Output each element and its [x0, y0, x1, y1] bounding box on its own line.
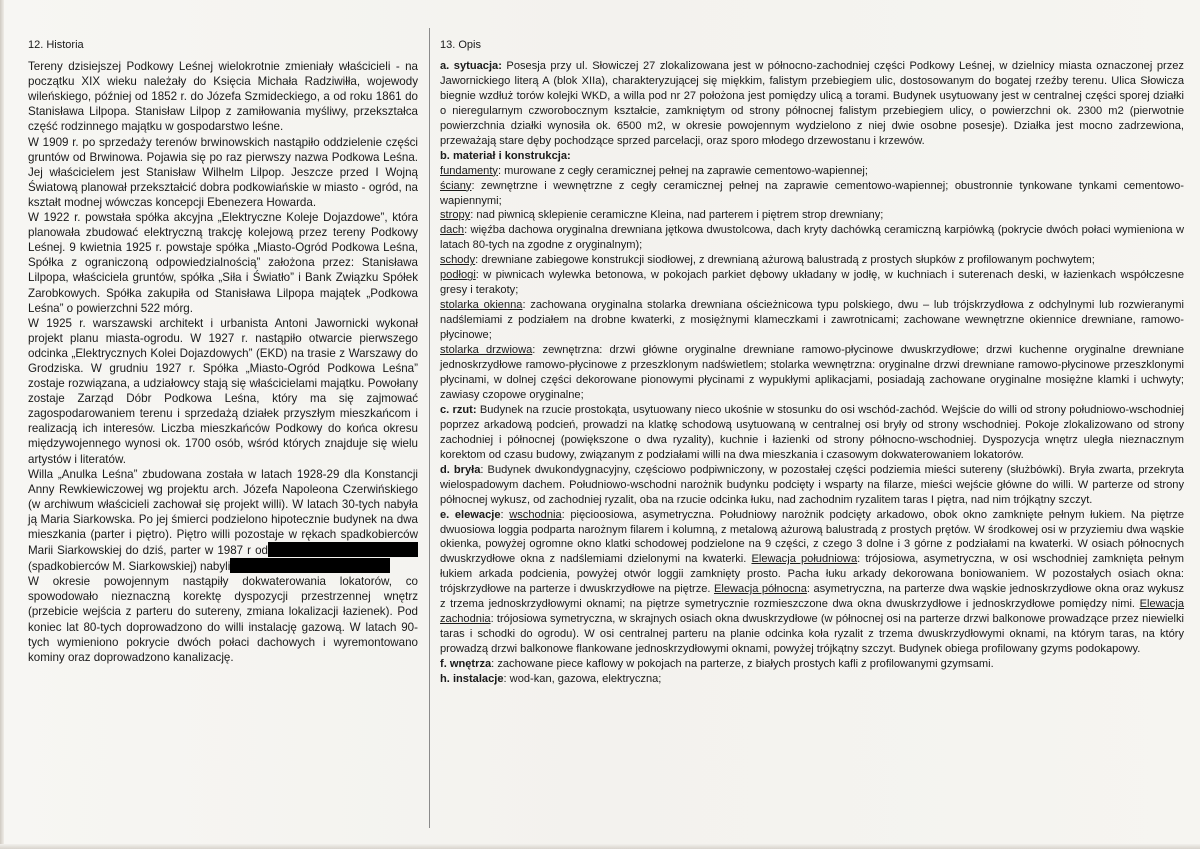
item-stolarka-drzwiowa — [440, 343, 1184, 403]
elevation-north-text: : asymetryczna, na parterze dwa wąskie jednoskrzydłowe okna oraz wykusz z trzema jednoskrzydłowymi oknami; na piętrze symetrycznie rozmieszczone dwa okna dwuskrzydłowe i jednoskrzydłowe pomiędzy nimi. — [440, 583, 1184, 611]
stolarka-okienna-text: : zachowana oryginalna stolarka drewniana ościeżnicowa typu polskiego, dwu – lub trójskrzydłowa z odchylnymi lub rozwieranymi nadślemiami z podziałem na drobne kwaterki, z mosiężnymi klameczkami i zawrotnicami; zachowane wewnętrzne okiennice drewniane, ramowo-płycinowe; — [440, 299, 1184, 342]
item-podlogi — [440, 268, 1184, 298]
section-h-label: h. instalacje — [440, 673, 504, 686]
stolarka-drzwiowa-text: : zewnętrzna: drzwi główne oryginalne drewniane ramowo-płycinowe dwuskrzydłowe; drzwi kuchenne oryginalne drewniane jednoskrzydłowe ramowo-płycinowe z przeszklonym nadświetlem; stolarka wewnętrzna: oryginalne drzwi drewniane ramowo-płycinowe przeszklonymi płycinami, w dolnej części dekorowane pionowymi płycinami z wypukłymi aplikacjami, posiadają zachowane oryginalne mosiężne klamki i uchwyty; zawiasy czopowe oryginalne; — [440, 344, 1185, 401]
history-column — [28, 38, 418, 665]
dach-text: : więźba dachowa oryginalna drewniana jętkowa dwustolcowa, dach kryty dachówką ceramiczną karpiówką (pokrycie dwóch połaci wymieniona w latach 80-tych na zgodne z oryginalnym); — [440, 224, 1184, 252]
description-heading: 13. Opis — [440, 39, 481, 51]
section-f-text: : zachowane piece kaflowy w pokojach na parterze, z białych prostych kafli z profilowanymi gzymsami. — [491, 658, 994, 671]
section-c-plan — [440, 403, 1184, 463]
section-a-label: a. sytuacja: — [440, 59, 502, 72]
history-paragraph-2: W 1909 r. po sprzedaży terenów brwinowskich nastąpiło oddzielenie części gruntów od Brwinowa. Pojawia się po raz pierwszy nazwa Podkowa Leśna. Jej właścicielem jest Stanisław Wilhelm Lilpop. Jeszcze przed I Wojną Światową planował przekształcić dobra podkowiańskie w miasto - ogród, na kształt modnej wówczas koncepcji Ebenezera Howarda. — [28, 135, 418, 209]
fundamenty-text: : murowane z cegły ceramicznej pełnej na zaprawie cementowo-wapiennej; — [497, 164, 868, 177]
elevation-south-text: : trójosiowa, asymetryczna, w osi wschodniej zamknięta pełnym łukiem arkada podcienia, powyżej otwór loggii zamknięty prosto. Pacha łuku arkady dekorowana boniowaniem. W pozostałych osiach okna: trójskrzydłowe na parterze i dwuskrzydłowe na piętrze. — [440, 553, 1184, 596]
elevation-east-text: : pięcioosiowa, asymetryczna. Południowy narożnik podcięty arkadowo, obok okno zamknięte pełnym łukiem. Na piętrze dwuosiowa loggia podparta narożnym filarem i kolumną, z metalową ażurową balustradą z prostych prętów. W środkowej osi w przyziemiu dwa wąskie okienka, powyżej ogromne okno klatki schodowej podzielone na 9 części, z czego 3 dolne i 3 górne z podziałami na kwaterki. W osiach północnych dwuskrzydłowe okna z nadślemiami dzielonymi na kwaterki. — [440, 508, 1184, 566]
column-divider — [429, 28, 430, 828]
item-stolarka-okienna — [440, 298, 1184, 343]
scan-edge-left — [0, 0, 4, 849]
section-c-text: Budynek na rzucie prostokąta, usytuowany nieco ukośnie w stosunku do osi wschód-zachód. Wejście do willi od strony południowo-wschodniej poprzez arkadową podcień, prowadzi na klatkę schodową usytuowaną w centralnej osi bryły od strony wschodniej. Pokoje zlokalizowano od strony zachodniej i północnej (powiększone o dwa ryzality), kuchnie i łazienki od strony północno-wschodniej. Dyspozycja wnętrz uległa nieznacznym korektom od czasu budowy, związanym z podziałami willi na dwa mieszkania i czasowym dokwaterowaniem lokatorów. — [440, 403, 1184, 461]
section-d-label: d. bryła — [440, 463, 481, 476]
stolarka-okienna-label: stolarka okienna — [440, 299, 523, 312]
section-c-label: c. rzut: — [440, 403, 477, 416]
stolarka-drzwiowa-label: stolarka drzwiowa — [440, 344, 533, 357]
section-d-text: : Budynek dwukondygnacyjny, częściowo podpiwniczony, w pozostałej części podziemia mieści sutereny (służbówki). Bryła zwarta, przekryta wielospadowym dachem. Południowo-wschodni narożnik budynku podcięty i wsparty na filarze, mieści wejście główne do willi. W parterze od strony północnej wykusz, od zachodniej ryzalit, oba na rzucie odcinka łuku, nad zachodnim ryzalitem taras I piętra, nad nim trójkątny szczyt. — [440, 463, 1184, 506]
item-schody — [440, 253, 1184, 268]
redaction-block — [230, 558, 390, 573]
history-paragraph-6: W okresie powojennym nastąpiły dokwaterowania lokatorów, co spowodowało nieznaczną korektę dyspozycji przestrzennej wnętrz (przebicie wejścia z parteru do sutereny, zmiana lokalizacji łazienek). Pod koniec lat 80-tych doprowadzono do willi instalację gazową. W latach 90-tych wymieniono pokrycie dwóch połaci dachowych i wyremontowano kominy oraz doprowadzono kanalizację. — [28, 575, 418, 664]
elevation-east-label: wschodnia — [509, 508, 562, 521]
schody-label: schody — [440, 254, 476, 267]
section-e-label: e. elewacje — [440, 508, 501, 521]
item-dach — [440, 223, 1184, 253]
redaction-block — [268, 542, 418, 557]
section-f-interiors — [440, 657, 1184, 672]
elevation-west-label: Elewacja zachodnia — [440, 598, 1184, 626]
history-paragraph-1: Tereny dzisiejszej Podkowy Leśnej wielokrotnie zmieniały właścicieli - na początku XIX wieku należały do Księcia Michała Radziwiłła, wojewody wileńskiego, później od 1852 r. do Józefa Szmideckiego, a od roku 1861 do Stanisława Lilpopa. Stanisław Lilpop z zamiłowania myśliwy, przekształca część rodzinnego majątku w gospodarstwo leśne. — [28, 60, 418, 134]
section-b-heading — [440, 149, 1184, 164]
podlogi-text: : w piwnicach wylewka betonowa, w pokojach parkiet dębowy układany w jodłę, w kuchniach i suterenach deski, w łazienkach współczesne gresy i terakoty; — [440, 269, 1184, 297]
stropy-label: stropy — [440, 209, 471, 222]
scan-edge-bottom — [0, 844, 1200, 849]
elevation-north-label: Elewacja północna — [713, 583, 807, 596]
history-paragraph-3: W 1922 r. powstała spółka akcyjna „Elektryczne Koleje Dojazdowe”, która planowała zbudować elektryczną trakcję kolejową przez tereny Podkowy Leśnej. 9 kwietnia 1925 r. powstaje spółka „Miasto-Ogród Podkowa Leśna, Spółka z ograniczoną odpowiedzialnością” założona przez: Stanisława Lilpopa, właściciela gruntów, spółka „Siła i Światło” i Bank Związku Spółek Zarobkowych. Spółka zakupiła od Stanisława Lilpopa majątek „Podkowa Leśna” o powierzchni 522 mórg. — [28, 211, 418, 315]
history-paragraph-5 — [28, 467, 418, 575]
history-paragraph-4: W 1925 r. warszawski architekt i urbanista Antoni Jawornicki wykonał projekt planu miasta-ogrodu. W 1927 r. nastąpiło otwarcie pierwszego odcinka „Elektrycznych Kolei Dojazdowych” (EKD) na trasie z Warszawy do Grodziska. W grudniu 1927 r. Spółka „Miasto-Ogród Podkowa Leśna” zostaje rozwiązana, a udziałowcy stają się właścicielami majątku. Powołany zostaje Zarząd Dóbr Podkowa Leśna, który ma się zajmować zagospodarowaniem terenu i sprzedażą działek przyszłym mieszkańcom i realizacją ich interesów. Liczba mieszkańców Podkowy do końca okresu międzywojennego wynosi ok. 1700 osób, wśród których znajduje się wielu artystów i literatów. — [28, 316, 418, 466]
history-heading: 12. Historia — [28, 39, 84, 51]
podlogi-label: podłogi — [440, 269, 476, 282]
sciany-label: ściany — [440, 179, 472, 192]
item-stropy — [440, 208, 1184, 223]
history-paragraph-5-after: (spadkobierców M. Siarkowskiej) nabyli — [28, 560, 231, 574]
item-sciany — [440, 179, 1184, 209]
section-a-text: Posesja przy ul. Słowiczej 27 zlokalizowana jest w północno-zachodniej części Podkowy Leśnej, w dzielnicy miasta oznaczonej przez Jawornickiego literą A (blok XIIa), charakteryzującej się miękkim, falistym przebiegiem ulic, dostosowanym do bogatej rzeźby terenu. Ulica Słowicza biegnie wzdłuż torów kolejki WKD, a willa pod nr 27 położona jest pomiędzy ulicą a torami. Budynek usytuowany jest w centralnej części sporej działki o nieregularnym czworobocznym kształcie, zamkniętym od strony północnej falistym przebiegiem ulicy, o powierzchni ok. 2300 m2 (pierwotnie powierzchnia działki wynosiła ok. 6500 m2, w okresie powojennym wydzielono z niej dwie osobne posesje). Działka jest mocno zadrzewiona, przeważają stare dęby pochodzące sprzed parcelacji, oraz sporo młodego drzewostanu i krzewów. — [440, 59, 1184, 147]
description-column — [440, 38, 1184, 687]
section-h-installations — [440, 672, 1184, 687]
section-b-label: b. materiał i konstrukcja: — [440, 149, 571, 162]
stropy-text: : nad piwnicą sklepienie ceramiczne Kleina, nad parterem i piętrem strop drewniany; — [470, 209, 884, 222]
schody-text: : drewniane zabiegowe konstrukcji siodłowej, z drewnianą ażurową balustradą z prostych słupków z profilowanym pochwytem; — [475, 254, 1095, 267]
item-fundamenty — [440, 164, 1184, 179]
section-h-text: : wod-kan, gazowa, elektryczna; — [503, 673, 662, 686]
section-d-mass — [440, 463, 1184, 508]
dach-label: dach — [440, 224, 465, 237]
section-a-situation — [440, 59, 1184, 149]
elevation-west-text: : trójosiowa symetryczna, w skrajnych osiach okna dwuskrzydłowe (w północnej osi na parterze drzwi balkonowe prowadzące przez niewielki taras i schodki do ogrodu). W osi centralnej parteru na planie odcinka koła ryzalit z trzema dwuskrzydłowymi oknami, na którym taras, na który prowadzą drzwi balkonowe flankowane jednoskrzydłowymi oknami, powyżej trójkątny szczyt. Budynek obiega profilowany gzyms podokapowy. — [440, 613, 1184, 656]
elevation-south-label: Elewacja południowa — [751, 553, 858, 566]
fundamenty-label: fundamenty — [440, 164, 498, 177]
section-f-label: f. wnętrza — [440, 658, 492, 671]
section-e-colon: : — [500, 508, 510, 521]
history-paragraph-5-main: Willa „Anulka Leśna” zbudowana została w latach 1928-29 dla Konstancji Anny Rewkiewiczowej wg projektu arch. Józefa Napoleona Czerwińskiego (w archiwum właścicieli zachował się projekt willi). W latach 30-tych nabyła ją Maria Siarkowska. Po jej śmierci podzielono hipotecznie budynek na dwa mieszkania (parter i piętro). Piętro willi pozostaje w rękach spadkobierców Marii Siarkowskiej do dziś, parter w 1987 r od — [28, 467, 418, 558]
sciany-text: : zewnętrzne i wewnętrzne z cegły ceramicznej pełnej na zaprawie cementowo-wapiennej; obustronnie tynkowane tynkami cementowo-wapiennymi; — [440, 179, 1184, 207]
section-e-elevations — [440, 508, 1184, 658]
